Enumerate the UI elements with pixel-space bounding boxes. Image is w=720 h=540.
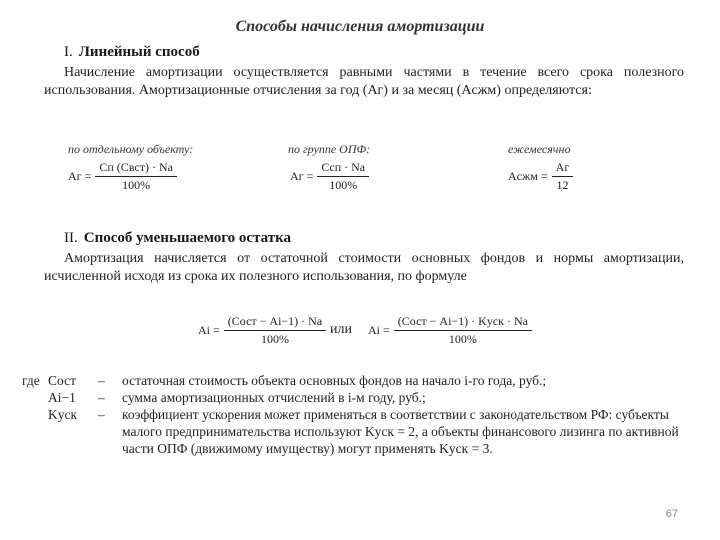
section-1-paragraph: Начисление амортизации осуществляется равными частями в течение всего срока полезного использования. Амортизационные отчисления за год (Aг) и за месяц (Aсжм) определяются:	[44, 65, 684, 98]
formula-denominator: 100%	[329, 178, 358, 192]
legend-row: Ai−1 – сумма амортизационных отчислений в i-м году, руб.;	[22, 389, 682, 406]
legend-text: сумма амортизационных отчислений в i-м году, руб.;	[122, 390, 426, 405]
section-2-paragraph: Амортизация начисляется от остаточной стоимости основных фондов и нормы амортизации, исчисленной исходя из срока их полезного использования, по формуле	[44, 251, 684, 284]
formula-lhs: Aг =	[68, 169, 92, 183]
formula-numerator: Aг	[552, 160, 574, 177]
formula-lhs: Aг =	[290, 169, 314, 183]
formula-lhs: Ai =	[368, 323, 390, 337]
legend-symbol: Kуск	[48, 407, 78, 422]
formula-lhs: Aсжм =	[508, 169, 548, 183]
formula-per-group	[290, 160, 369, 193]
legend-row: Kуск – коэффициент ускорения может применяться в соответствии с законодательством РФ: субъекты малого предпринимательства используют Kуск = 2, а объекты финансового лизинга по активной части ОПФ (движимому имуществу) могут применять Kуск = 3.	[22, 406, 682, 457]
page-title: Способы начисления амортизации	[235, 18, 485, 35]
symbol-legend	[22, 372, 682, 457]
formula-declining-balance	[198, 314, 326, 347]
formula-numerator: (Cост − Ai−1) · Nа	[224, 314, 326, 331]
section-1-number: I.	[64, 44, 73, 60]
legend-symbol: Ai−1	[48, 390, 76, 405]
formula-lhs: Ai =	[198, 323, 220, 337]
formula-denominator: 100%	[260, 332, 289, 346]
legend-text: коэффициент ускорения может применяться в соответствии с законодательством РФ: субъекты малого предпринимательства используют Kуск = 2, а объекты финансового лизинга по активной части ОПФ (движимому имуществу) могут применять Kуск = 3.	[122, 407, 679, 456]
section-2-heading	[64, 230, 291, 247]
formula-denominator: 100%	[448, 332, 477, 346]
page-number: 67	[665, 508, 678, 520]
legend-text: остаточная стоимость объекта основных фондов на начало i-го года, руб.;	[122, 373, 547, 388]
formula-declining-balance-accelerated	[368, 314, 532, 347]
formula-numerator: Cсп · Nа	[317, 160, 369, 177]
section-2-number: II.	[64, 230, 78, 246]
formula-connector-or: или	[330, 322, 352, 337]
legend-lead-word: где	[22, 373, 40, 388]
caption-per-object: по отдельному объекту:	[68, 142, 194, 156]
legend-row: где Cост – остаточная стоимость объекта основных фондов на начало i-го года, руб.;	[22, 372, 682, 389]
caption-monthly: ежемесячно	[508, 142, 571, 156]
section-1-title: Линейный способ	[78, 44, 200, 60]
formula-per-object	[68, 160, 177, 193]
formula-monthly	[508, 160, 573, 193]
formula-denominator: 100%	[122, 178, 151, 192]
formula-denominator: 12	[556, 178, 569, 192]
legend-symbol: Cост	[48, 373, 76, 388]
caption-per-group: по группе ОПФ:	[288, 142, 371, 156]
section-1-heading	[64, 44, 200, 61]
section-2-title: Способ уменьшаемого остатка	[83, 230, 292, 246]
formula-numerator: Cп (Cвст) · Nа	[95, 160, 177, 177]
formula-numerator: (Cост − Ai−1) · Kуск · Nа	[394, 314, 532, 331]
